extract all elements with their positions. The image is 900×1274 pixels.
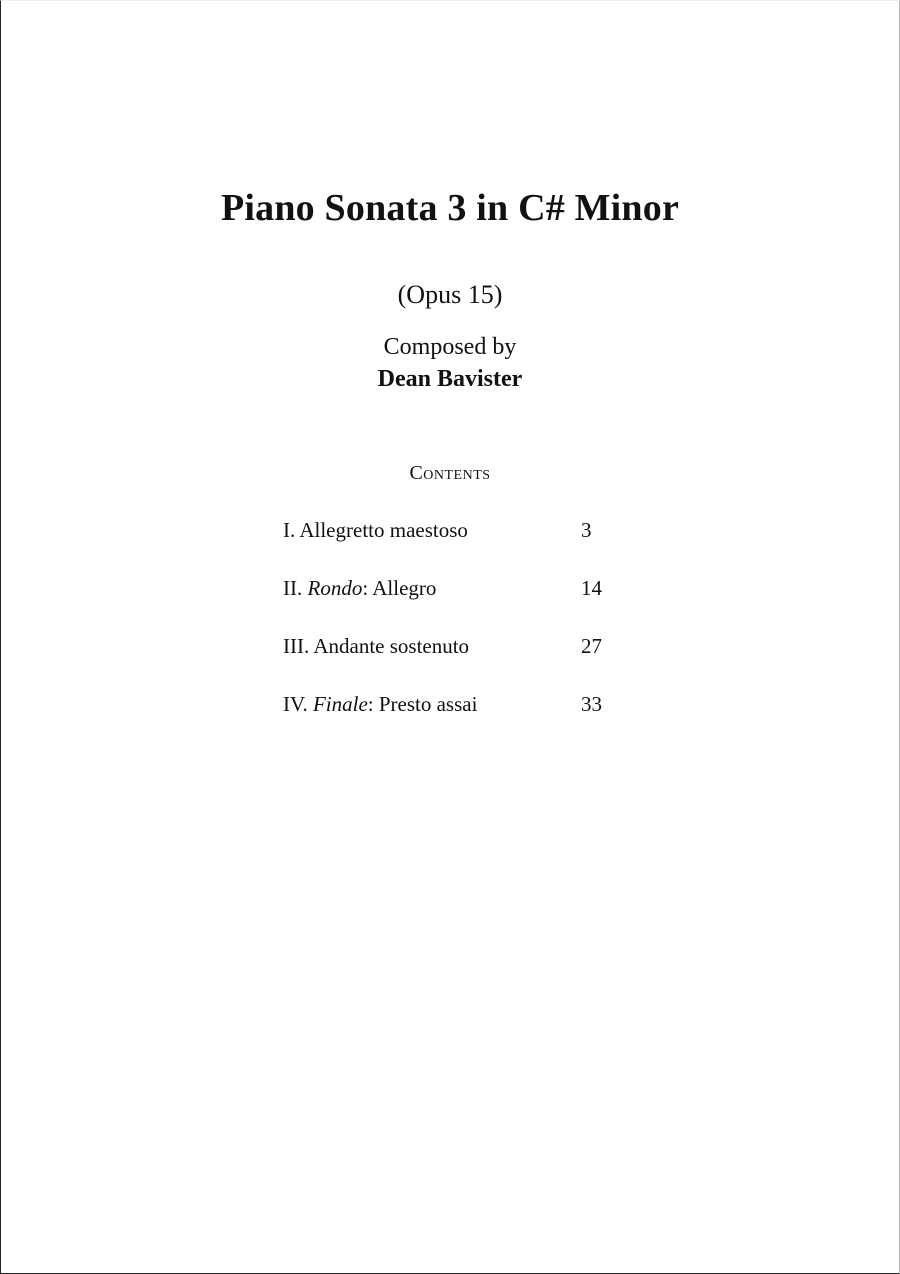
toc-entry-italic: Finale bbox=[312, 692, 368, 716]
toc-entry-numeral: III. bbox=[283, 634, 310, 658]
toc-entry-4[interactable] bbox=[283, 692, 623, 750]
toc-entry-2[interactable] bbox=[283, 576, 623, 634]
contents-heading: Contents bbox=[409, 462, 491, 484]
toc-entry-title bbox=[283, 692, 477, 717]
composer-name: Dean Bavister bbox=[377, 366, 523, 392]
toc-entry-page: 3 bbox=[581, 518, 592, 542]
toc-entry-1[interactable] bbox=[283, 518, 623, 576]
toc-entry-text: Allegretto maestoso bbox=[299, 518, 468, 542]
toc-entry-text: : Allegro bbox=[362, 576, 437, 600]
toc-entry-text: Andante sostenuto bbox=[313, 634, 470, 658]
opus-number: (Opus 15) bbox=[397, 280, 503, 309]
toc-entry-page: 14 bbox=[581, 576, 602, 600]
toc-entry-numeral: IV. bbox=[283, 692, 308, 716]
toc-entry-numeral: II. bbox=[283, 576, 303, 600]
table-of-contents bbox=[283, 518, 623, 750]
toc-entry-page: 27 bbox=[581, 634, 602, 658]
toc-entry-numeral: I. bbox=[283, 518, 296, 542]
document-title: Piano Sonata 3 in C# Minor bbox=[220, 187, 680, 229]
composed-by-label: Composed by bbox=[383, 334, 517, 360]
toc-entry-title bbox=[283, 576, 436, 601]
toc-entry-text: : Presto assai bbox=[367, 692, 478, 716]
toc-entry-title bbox=[283, 634, 469, 659]
toc-entry-title bbox=[283, 518, 468, 543]
toc-entry-3[interactable] bbox=[283, 634, 623, 692]
toc-entry-page: 33 bbox=[581, 692, 602, 716]
toc-entry-italic: Rondo bbox=[307, 576, 363, 600]
